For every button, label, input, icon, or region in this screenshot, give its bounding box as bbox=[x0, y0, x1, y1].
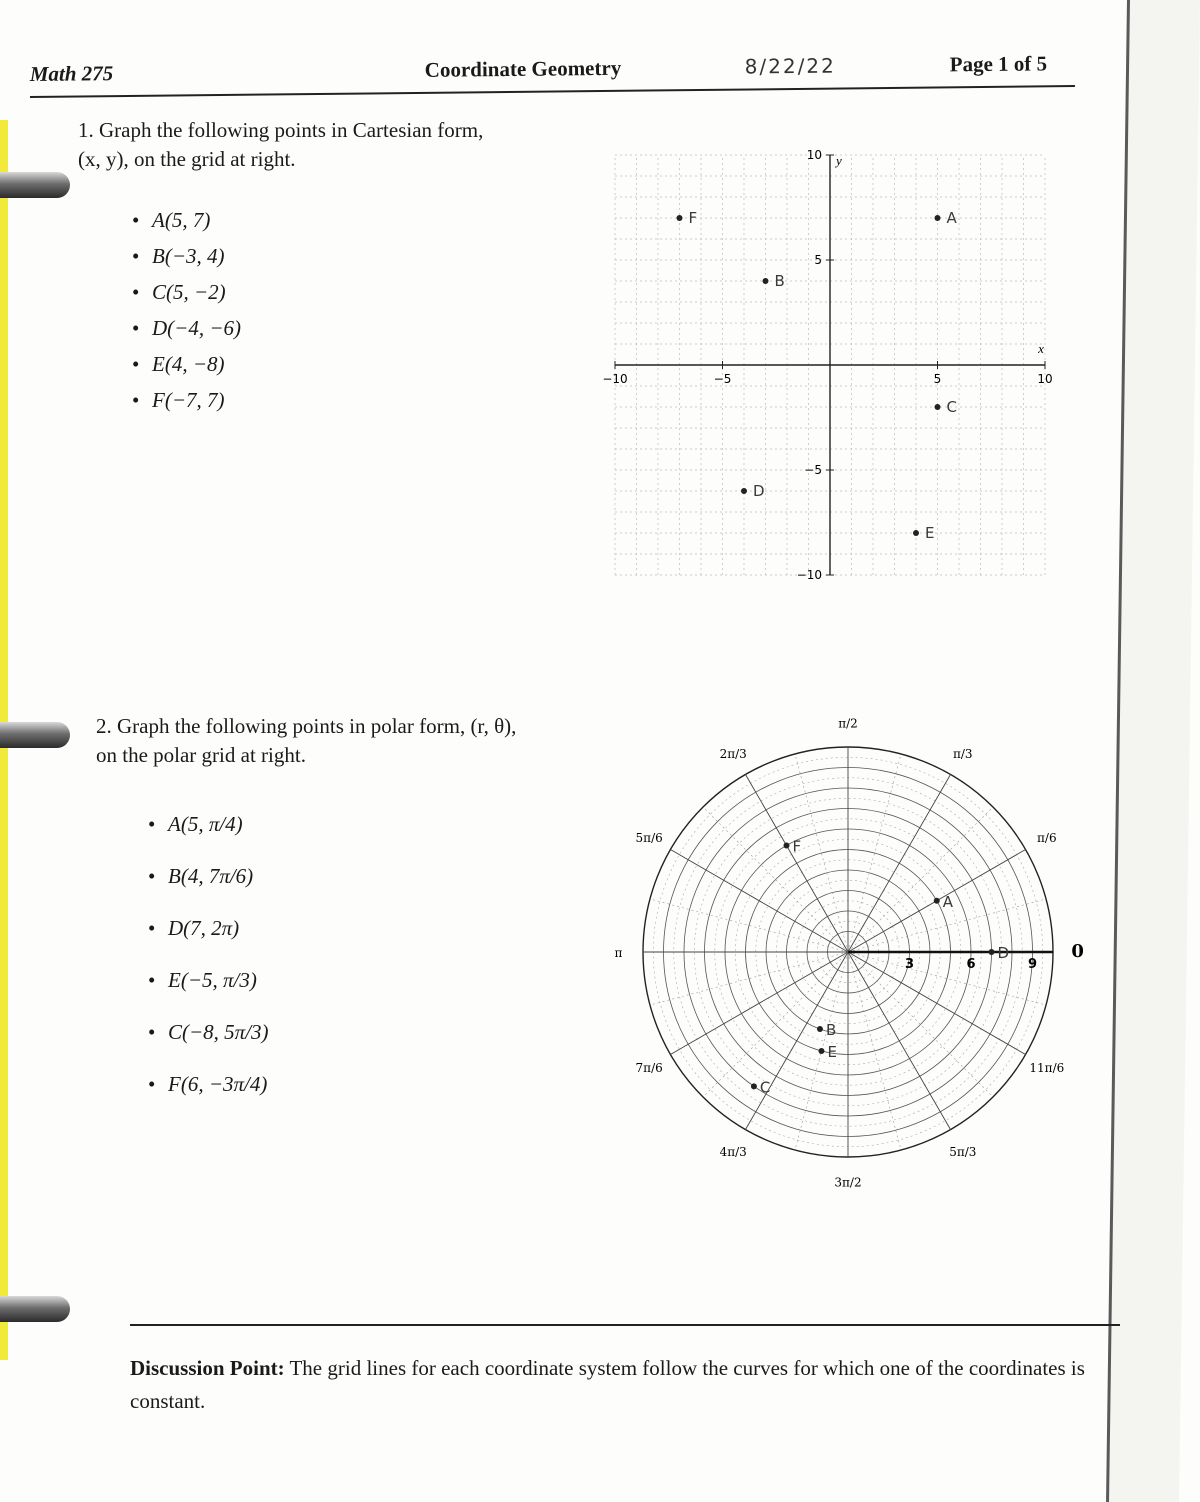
point-label-E: E bbox=[925, 524, 935, 542]
angle-label: 11π/6 bbox=[1029, 1060, 1065, 1075]
plotted-point-B bbox=[763, 278, 769, 284]
point-label-F: F bbox=[792, 837, 802, 856]
list-item: • F(6, −3π/4) bbox=[148, 1072, 269, 1124]
page-header bbox=[30, 45, 1075, 98]
handwritten-date: 8/22/22 bbox=[744, 53, 836, 79]
list-item: • E(4, −8) bbox=[132, 352, 241, 388]
angle-label: 2π/3 bbox=[719, 747, 747, 762]
plotted-point-F bbox=[677, 215, 683, 221]
x-tick-label: 5 bbox=[933, 372, 942, 386]
problem-2-number: 2. bbox=[96, 714, 112, 738]
problem-1-point-list bbox=[132, 208, 241, 424]
y-tick-label: 10 bbox=[806, 148, 822, 162]
y-tick-label: 5 bbox=[814, 253, 822, 267]
radial-tick-label: 9 bbox=[1027, 957, 1038, 972]
list-item: • A(5, 7) bbox=[132, 208, 241, 244]
course-name: Math 275 bbox=[29, 61, 114, 87]
point-label-D: D bbox=[997, 944, 1010, 962]
polar-grid bbox=[610, 710, 1090, 1200]
polar-ray bbox=[670, 850, 848, 953]
plotted-point-C bbox=[751, 1083, 757, 1089]
radial-tick-label: 3 bbox=[904, 957, 915, 972]
polar-ray bbox=[670, 952, 848, 1055]
y-tick-label: −10 bbox=[796, 568, 822, 582]
polar-ray bbox=[848, 774, 951, 952]
list-item: • D(7, 2π) bbox=[148, 916, 269, 968]
list-item: • C(−8, 5π/3) bbox=[148, 1020, 269, 1072]
point-label-B: B bbox=[825, 1021, 837, 1040]
point-label-C: C bbox=[946, 398, 957, 416]
problem-1-number: 1. bbox=[78, 118, 94, 142]
x-tick-label: −10 bbox=[602, 372, 628, 386]
angle-label: 5π/6 bbox=[635, 831, 663, 846]
point-label-D: D bbox=[753, 482, 765, 500]
x-tick-label: −5 bbox=[713, 372, 732, 386]
angle-label: 5π/3 bbox=[949, 1144, 977, 1159]
polar-ray bbox=[746, 774, 849, 952]
angle-label: 0 bbox=[1071, 941, 1084, 962]
binder-ring-bottom bbox=[0, 1296, 70, 1322]
list-item: • A(5, π/4) bbox=[148, 812, 269, 864]
plotted-point-D bbox=[741, 488, 747, 494]
angle-label: π/3 bbox=[953, 747, 973, 762]
point-label-E: E bbox=[827, 1043, 837, 1062]
list-item: • C(5, −2) bbox=[132, 280, 241, 316]
plotted-point-A bbox=[934, 898, 940, 904]
point-label-A: A bbox=[946, 209, 957, 227]
problem-1-prompt bbox=[78, 116, 508, 174]
radial-tick-label: 6 bbox=[966, 957, 976, 972]
list-item: • B(4, 7π/6) bbox=[148, 864, 269, 916]
point-label-A: A bbox=[942, 892, 954, 911]
plotted-point-A bbox=[935, 215, 941, 221]
polar-ray bbox=[746, 952, 849, 1130]
page-stack-edge bbox=[1106, 0, 1200, 1502]
discussion-label: Discussion Point: bbox=[130, 1356, 285, 1380]
angle-label: 3π/2 bbox=[834, 1175, 862, 1190]
x-axis-label: x bbox=[1038, 341, 1044, 356]
plotted-point-D bbox=[989, 949, 995, 955]
divider bbox=[130, 1324, 1120, 1326]
binder-ring-top bbox=[0, 172, 70, 198]
x-tick-label: 10 bbox=[1037, 372, 1053, 386]
problem-2-prompt bbox=[96, 712, 536, 770]
angle-label: 7π/6 bbox=[635, 1060, 663, 1075]
angle-label: 4π/3 bbox=[719, 1144, 747, 1159]
cartesian-grid bbox=[602, 148, 1053, 582]
binder-ring-middle bbox=[0, 722, 70, 748]
list-item: • F(−7, 7) bbox=[132, 388, 241, 424]
problem-2-point-list bbox=[148, 812, 269, 1124]
point-label-F: F bbox=[688, 209, 698, 227]
point-label-C: C bbox=[759, 1078, 771, 1097]
plotted-point-E bbox=[818, 1048, 824, 1054]
page-number: Page 1 of 5 bbox=[949, 51, 1048, 77]
angle-label: π bbox=[614, 946, 623, 960]
plotted-point-C bbox=[935, 404, 941, 410]
discussion-text: The grid lines for each coordinate system follow the curves for which one of the coordinates is constant. bbox=[130, 1356, 1085, 1413]
angle-label: π/2 bbox=[838, 716, 858, 731]
worksheet-title: Coordinate Geometry bbox=[424, 55, 622, 82]
plotted-point-F bbox=[784, 842, 790, 848]
angle-label: π/6 bbox=[1037, 831, 1057, 846]
point-label-B: B bbox=[774, 272, 785, 290]
problem-2-text: Graph the following points in polar form, (r, θ), on the polar grid at right. bbox=[96, 714, 517, 767]
list-item: • B(−3, 4) bbox=[132, 244, 241, 280]
list-item: • D(−4, −6) bbox=[132, 316, 241, 352]
plotted-point-B bbox=[817, 1026, 823, 1032]
y-axis-label: y bbox=[836, 153, 842, 168]
problem-1-text: Graph the following points in Cartesian form, (x, y), on the grid at right. bbox=[78, 118, 484, 171]
polar-ray bbox=[848, 952, 1026, 1055]
plotted-point-E bbox=[913, 530, 919, 536]
list-item: • E(−5, π/3) bbox=[148, 968, 269, 1020]
discussion-point bbox=[130, 1352, 1130, 1418]
polar-ray bbox=[848, 952, 951, 1130]
y-tick-label: −5 bbox=[804, 463, 822, 477]
